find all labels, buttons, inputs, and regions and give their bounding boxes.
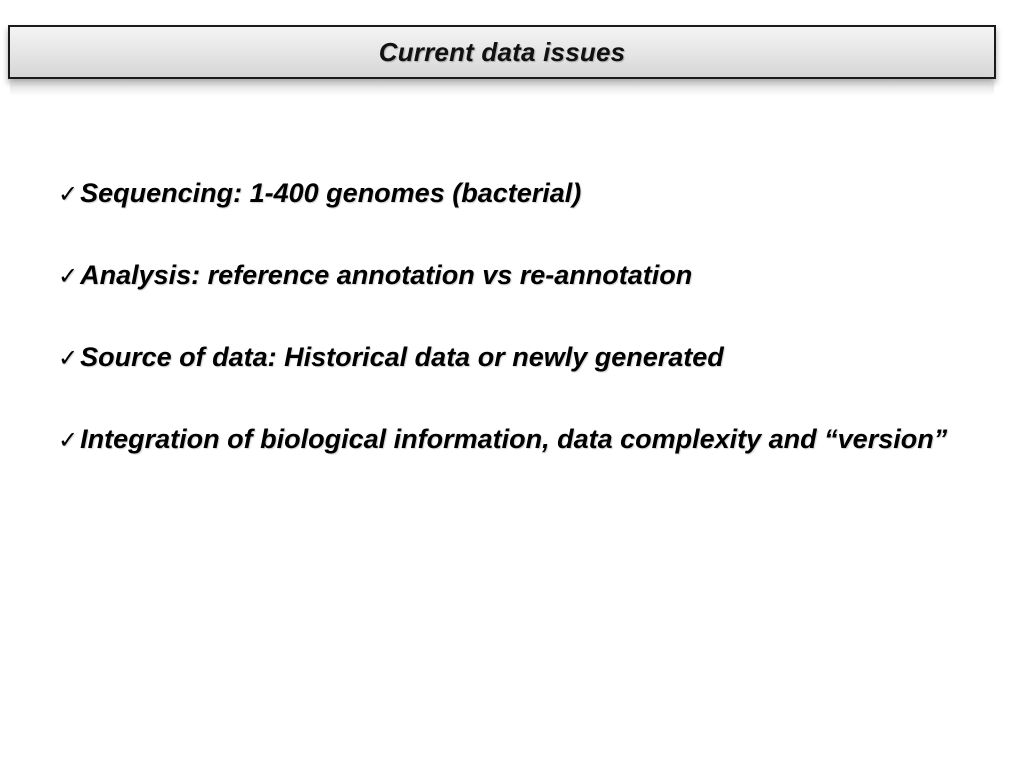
bullet-text: Sequencing: 1-400 genomes (bacterial) (80, 178, 582, 208)
title-reflection (10, 82, 994, 96)
bullet-item (58, 336, 958, 379)
bullet-item (58, 172, 958, 215)
checkmark-icon: ✓ (58, 344, 79, 372)
bullet-text: Source of data: Historical data or newly generated (80, 342, 724, 372)
bullet-text: Integration of biological information, data complexity and “version” (80, 424, 948, 454)
title-bar (8, 25, 996, 79)
slide-title: Current data issues (378, 36, 626, 67)
bullet-text: Analysis: reference annotation vs re-annotation (80, 260, 693, 290)
bullet-list (58, 172, 958, 500)
bullet-item (58, 418, 958, 461)
bullet-item (58, 254, 958, 297)
checkmark-icon: ✓ (58, 426, 79, 454)
checkmark-icon: ✓ (58, 262, 79, 290)
checkmark-icon: ✓ (58, 180, 79, 208)
